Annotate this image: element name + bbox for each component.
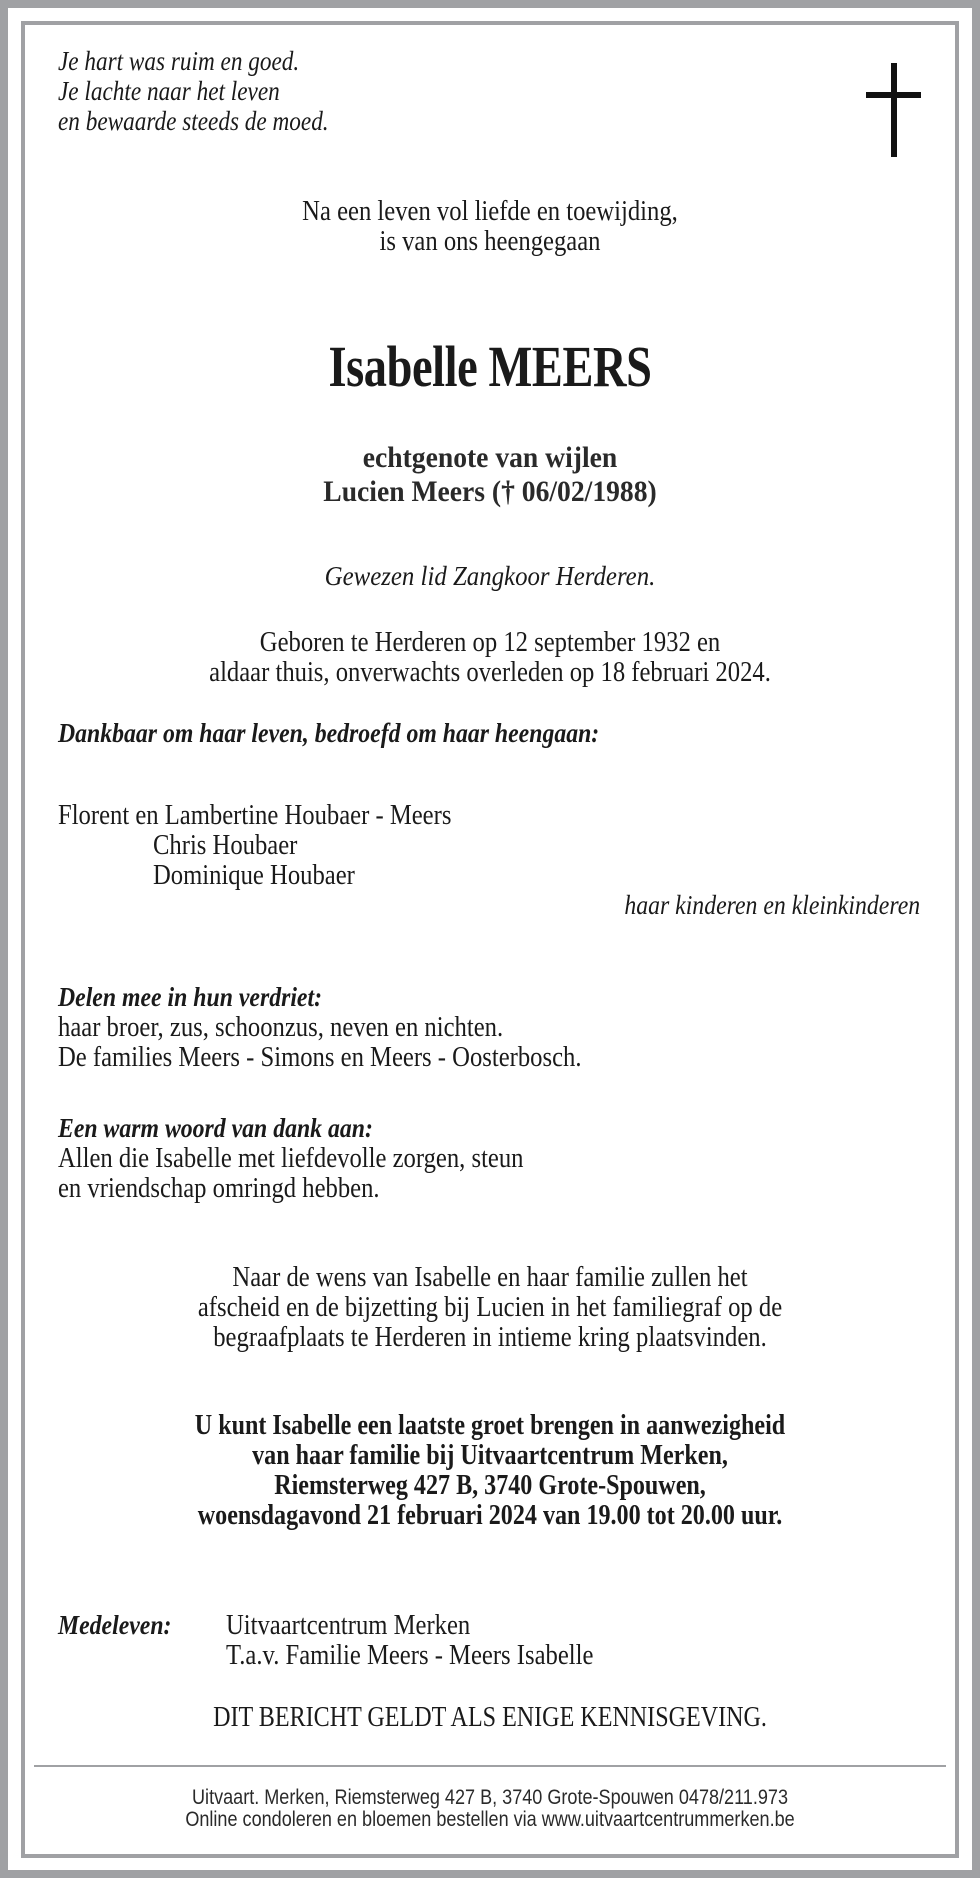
thanks-line: en vriendschap omringd hebben.	[58, 1173, 380, 1204]
thanks-heading: Een warm woord van dank aan:	[58, 1113, 373, 1143]
intro-line: Na een leven vol liefde en toewijding,	[302, 196, 678, 227]
condolences-attention: T.a.v. Familie Meers - Meers Isabelle	[226, 1640, 594, 1671]
visitation-line: Riemsterweg 427 B, 3740 Grote-Spouwen,	[274, 1470, 706, 1501]
burial-line: Naar de wens van Isabelle en haar familie zullen het	[232, 1262, 748, 1293]
membership-note: Gewezen lid Zangkoor Herderen.	[324, 561, 656, 591]
birth-line: Geboren te Herderen op 12 september 1932 en	[259, 627, 721, 658]
burial-line: afscheid en de bijzetting bij Lucien in het familiegraf op de	[197, 1292, 783, 1323]
condolences-block	[58, 1612, 187, 1639]
official-notice: DIT BERICHT GELDT ALS ENIGE KENNISGEVING.	[213, 1702, 767, 1733]
visitation-line: van haar familie bij Uitvaartcentrum Merken,	[252, 1440, 728, 1471]
burial-line: begraafplaats te Herderen in intieme kring plaatsvinden.	[213, 1322, 767, 1353]
mourners-heading: Dankbaar om haar leven, bedroefd om haar heengaan:	[58, 718, 600, 748]
cross-vertical-bar	[891, 63, 897, 157]
footer-online: Online condoleren en bloemen bestellen via www.uitvaartcentrummerken.be	[185, 1808, 795, 1831]
footer-address: Uitvaart. Merken, Riemsterweg 427 B, 3740 Grote-Spouwen 0478/211.973	[192, 1786, 788, 1809]
visitation-line: U kunt Isabelle een laatste groet brengen in aanwezigheid	[194, 1410, 786, 1441]
spouse-line: Lucien Meers († 06/02/1988)	[323, 475, 657, 508]
relation-label: haar kinderen en kleinkinderen	[624, 890, 920, 920]
thanks-line: Allen die Isabelle met liefdevolle zorgen, steun	[58, 1143, 524, 1174]
condolences-label: Medeleven:	[58, 1610, 172, 1640]
cross-horizontal-bar	[866, 92, 921, 98]
poem-line: en bewaarde steeds de moed.	[58, 106, 329, 136]
family-member: Dominique Houbaer	[153, 860, 355, 891]
family-member: Chris Houbaer	[153, 830, 298, 861]
poem-line: Je lachte naar het leven	[58, 76, 280, 106]
condolences-recipient: Uitvaartcentrum Merken	[226, 1610, 471, 1641]
death-line: aldaar thuis, onverwachts overleden op 18 februari 2024.	[209, 657, 771, 688]
inner-frame	[21, 21, 959, 1858]
poem-line: Je hart was ruim en goed.	[58, 46, 300, 76]
sharing-line: haar broer, zus, schoonzus, neven en nichten.	[58, 1012, 504, 1043]
footer-divider	[34, 1765, 946, 1767]
visitation-line: woensdagavond 21 februari 2024 van 19.00 tot 20.00 uur.	[197, 1500, 783, 1531]
family-member: Florent en Lambertine Houbaer - Meers	[58, 800, 452, 831]
intro-line: is van ons heengegaan	[379, 226, 601, 257]
spouse-line: echtgenote van wijlen	[362, 441, 618, 474]
sharing-line: De families Meers - Simons en Meers - Oosterbosch.	[58, 1042, 582, 1073]
sharing-heading: Delen mee in hun verdriet:	[58, 982, 322, 1012]
deceased-name: Isabelle MEERS	[328, 334, 652, 399]
